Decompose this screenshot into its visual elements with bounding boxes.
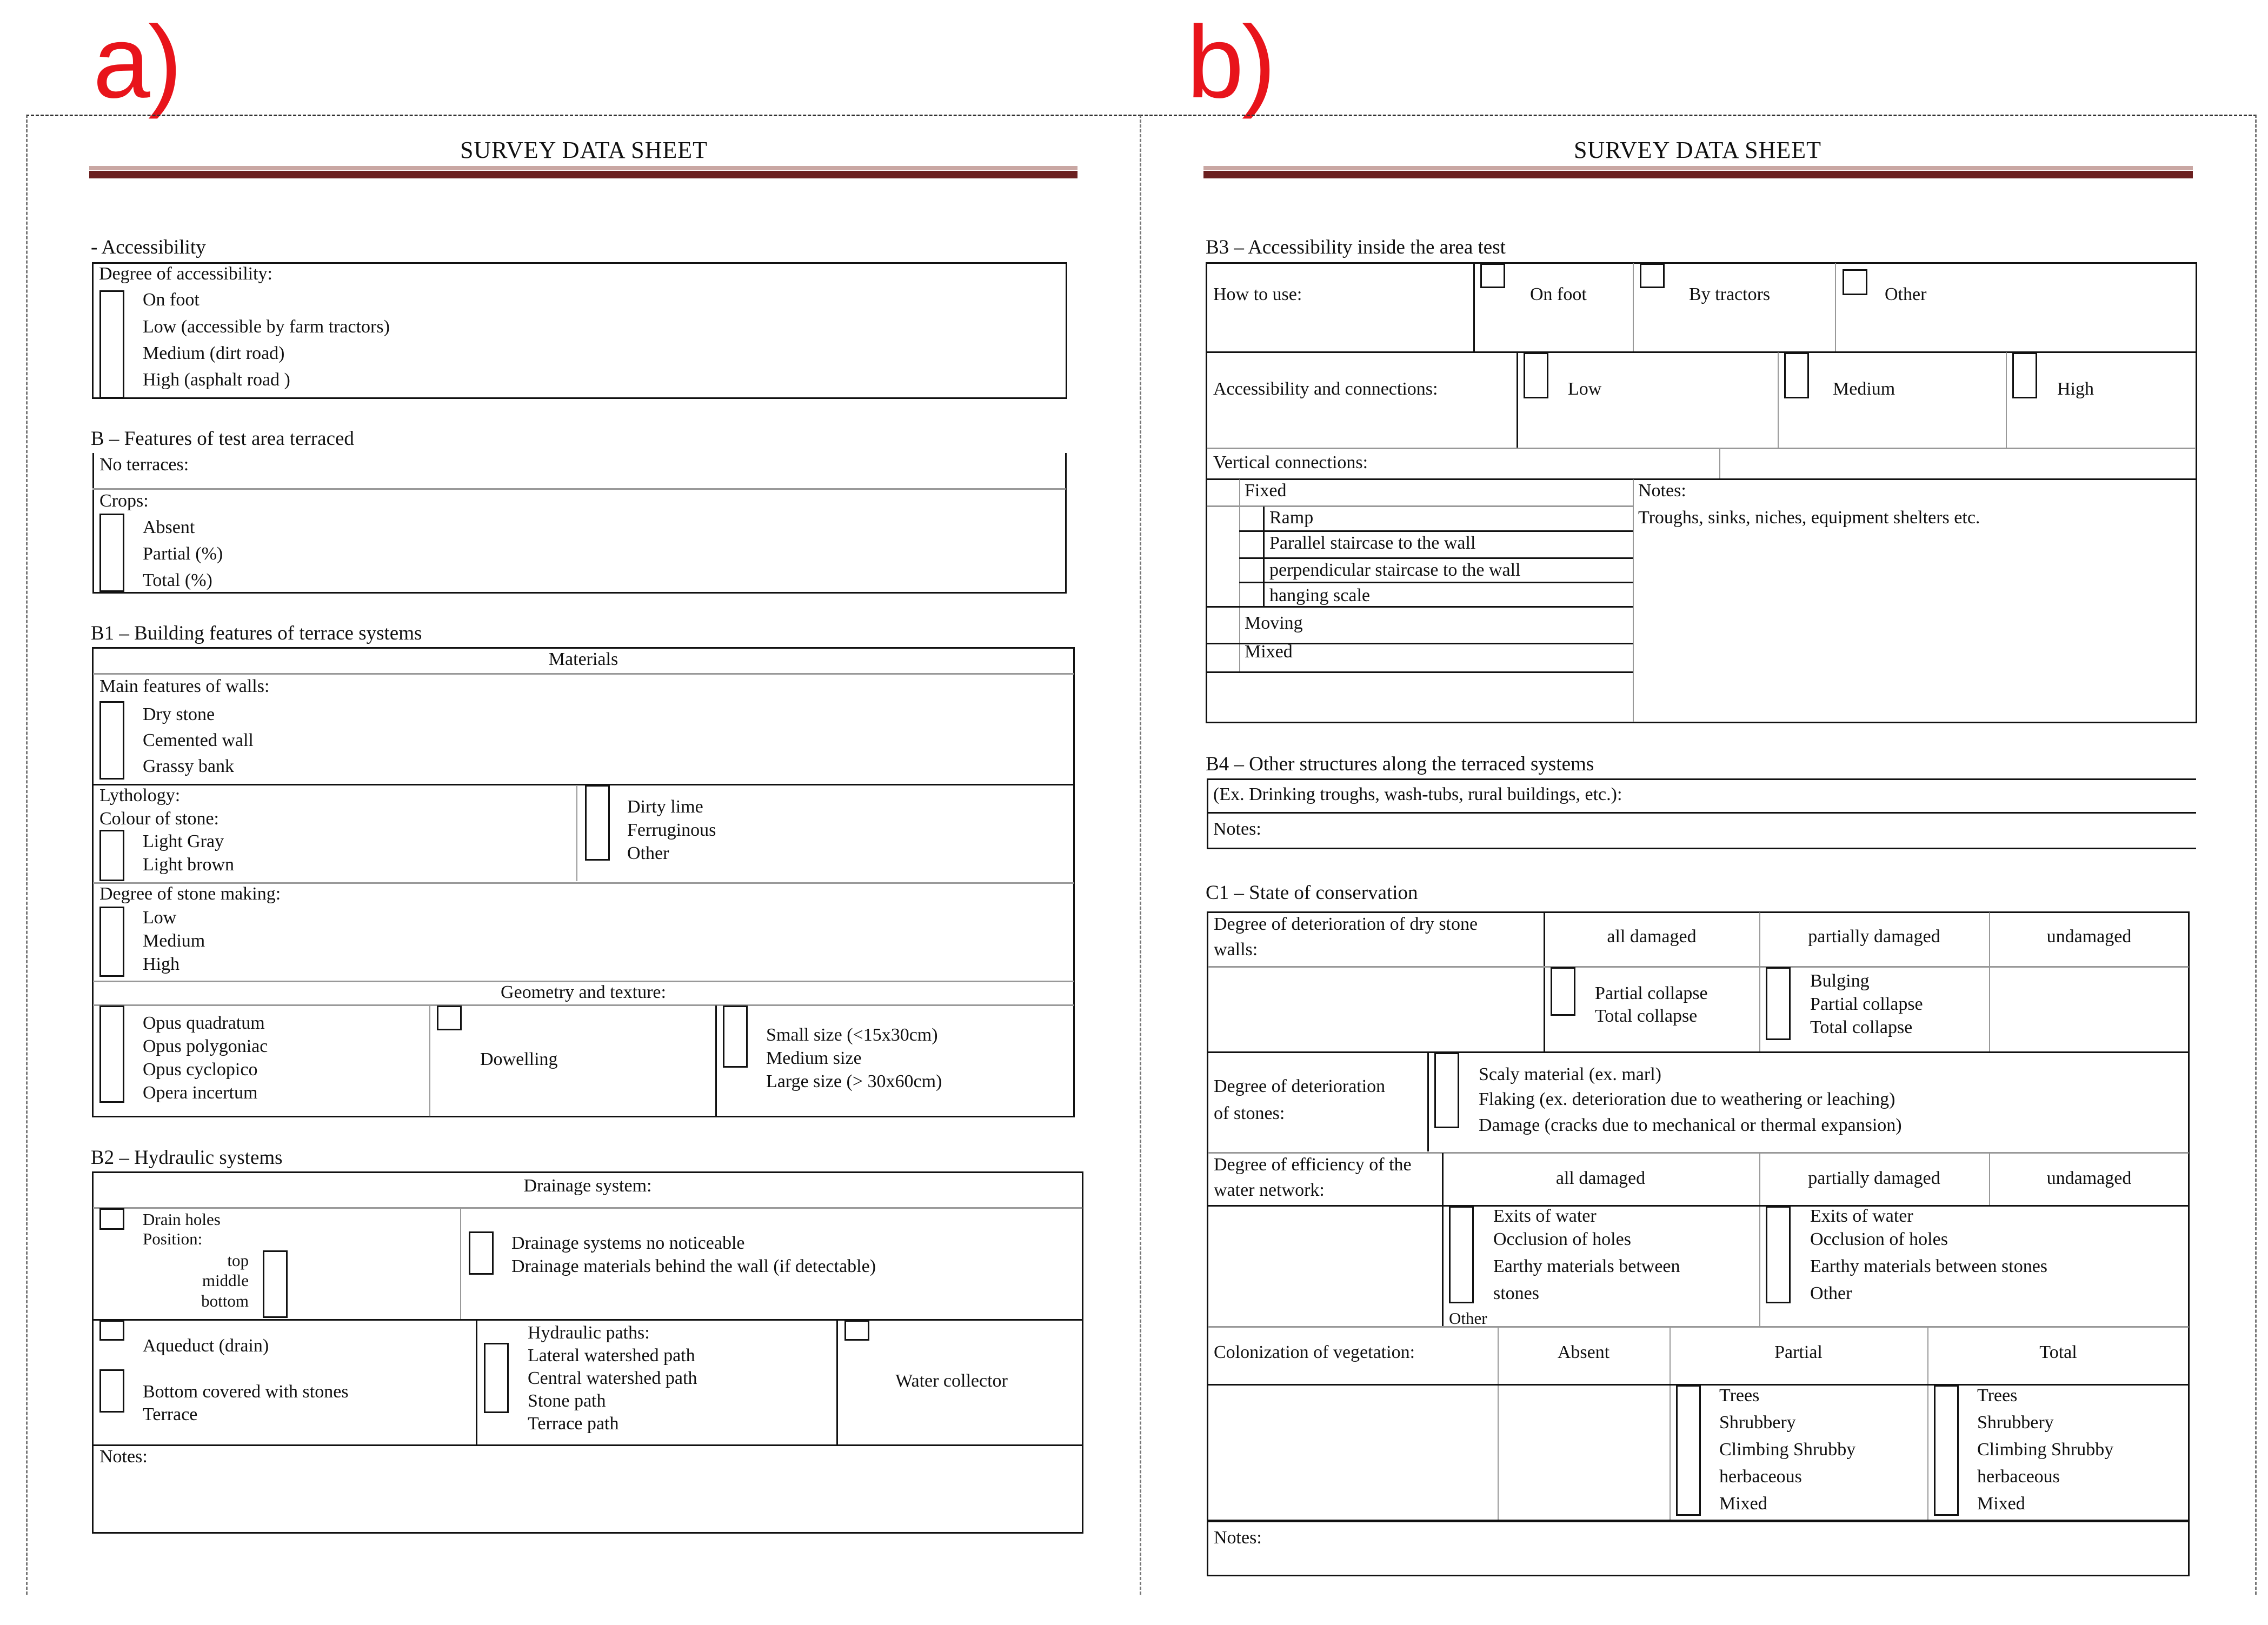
wall-dry-stone: Dry stone [143, 704, 215, 724]
c1-water-col-partially-damaged: partially damaged [1808, 1168, 1940, 1188]
veg-col-absent: Absent [1557, 1342, 1610, 1362]
c1-water-col-all-damaged: all damaged [1555, 1168, 1646, 1188]
opera-incertum: Opera incertum [143, 1083, 258, 1103]
water-all-exits: Exits of water [1493, 1206, 1597, 1226]
b2-notes-label[interactable]: Notes: [99, 1447, 148, 1467]
lythology-label: Lythology: [99, 785, 181, 805]
vc-mixed: Mixed [1245, 642, 1293, 662]
path-central: Central watershed path [528, 1368, 697, 1388]
sheet-b-title: SURVEY DATA SHEET [1573, 137, 1822, 163]
no-terraces-label: No terraces: [99, 455, 189, 475]
lyth-other: Other [627, 843, 669, 863]
c1-stones-label-1: Degree of deterioration [1214, 1076, 1386, 1096]
aqueduct-options-checkbox-column[interactable] [99, 1369, 124, 1413]
veg-partial-checkbox-column[interactable] [1676, 1385, 1701, 1516]
degree-accessibility-label: Degree of accessibility: [99, 264, 272, 284]
c1-stones-label-2: of stones: [1214, 1103, 1285, 1123]
crops-label: Crops: [99, 491, 149, 511]
drainage-materials-behind: Drainage materials behind the wall (if detectable) [511, 1256, 876, 1276]
acc-connections-label: Accessibility and connections: [1213, 379, 1438, 399]
water-partial-other: Other [1810, 1283, 1852, 1303]
position-bottom: bottom [201, 1291, 249, 1310]
b3-notes-text: Troughs, sinks, niches, equipment shelters etc. [1638, 508, 1980, 528]
water-partial-occlusion: Occlusion of holes [1810, 1229, 1948, 1249]
water-partial-exits: Exits of water [1810, 1206, 1913, 1226]
vertical-connections-label: Vertical connections: [1213, 452, 1368, 472]
sheet-a-title: SURVEY DATA SHEET [460, 137, 708, 163]
stones-scaly: Scaly material (ex. marl) [1479, 1064, 1661, 1084]
partial-damaged-bulging: Bulging [1810, 971, 1870, 991]
position-top: top [227, 1251, 249, 1270]
drain-holes-label: Drain holes [143, 1210, 221, 1229]
veg-partial-herbaceous: herbaceous [1719, 1467, 1802, 1487]
position-middle: middle [202, 1271, 249, 1290]
path-terrace: Terrace path [528, 1414, 619, 1434]
water-collector-checkbox[interactable] [844, 1320, 869, 1341]
veg-label: Colonization of vegetation: [1214, 1342, 1415, 1362]
accessibility-checkbox-column[interactable] [99, 290, 124, 398]
partial-damaged-checkbox-column[interactable] [1766, 967, 1791, 1040]
drainage-options-checkbox-column[interactable] [469, 1231, 494, 1275]
making-low: Low [143, 908, 177, 928]
title-rule-dark [89, 171, 1078, 178]
section-b1-heading: B1 – Building features of terrace systems [91, 622, 422, 644]
c1-notes-label[interactable]: Notes: [1214, 1528, 1262, 1548]
section-c1-heading: C1 – State of conservation [1206, 882, 1418, 904]
option-on-foot: On foot [143, 290, 199, 310]
water-partial-earthy: Earthy materials between stones [1810, 1256, 2048, 1276]
how-to-use-label: How to use: [1213, 284, 1302, 304]
colour-label: Colour of stone: [99, 809, 219, 829]
veg-partial-mixed: Mixed [1719, 1494, 1767, 1514]
crop-total: Total (%) [143, 570, 212, 590]
veg-total-shrubbery: Shrubbery [1977, 1413, 2054, 1433]
size-medium: Medium size [766, 1048, 862, 1068]
how-by-tractors-checkbox[interactable] [1640, 263, 1665, 288]
stone-making-label: Degree of stone making: [99, 884, 281, 904]
vc-perpendicular-staircase: perpendicular staircase to the wall [1269, 560, 1521, 580]
veg-total-mixed: Mixed [1977, 1494, 2025, 1514]
water-all-checkbox-column[interactable] [1449, 1206, 1474, 1303]
how-on-foot: On foot [1530, 284, 1587, 304]
partial-damaged-partial-collapse: Partial collapse [1810, 994, 1923, 1014]
opus-checkbox-column[interactable] [99, 1005, 124, 1103]
aqueduct-label: Aqueduct (drain) [143, 1336, 269, 1356]
water-collector-label: Water collector [895, 1371, 1008, 1391]
partial-damaged-total-collapse: Total collapse [1810, 1017, 1913, 1037]
option-medium: Medium (dirt road) [143, 343, 285, 363]
veg-partial-shrubbery: Shrubbery [1719, 1413, 1796, 1433]
vc-fixed: Fixed [1245, 481, 1287, 501]
all-damaged-total-collapse: Total collapse [1595, 1006, 1698, 1026]
water-partial-checkbox-column[interactable] [1766, 1206, 1791, 1303]
how-on-foot-checkbox[interactable] [1480, 263, 1505, 288]
size-small: Small size (<15x30cm) [766, 1025, 938, 1045]
paths-checkbox-column[interactable] [484, 1343, 509, 1413]
how-other-checkbox[interactable] [1843, 269, 1867, 295]
c1-water-label-1: Degree of efficiency of the [1214, 1155, 1412, 1175]
c1-water-label-2: water network: [1214, 1180, 1325, 1200]
section-b3-heading: B3 – Accessibility inside the area test [1206, 236, 1506, 258]
acc-low: Low [1568, 379, 1602, 399]
colour-light-gray: Light Gray [143, 831, 224, 851]
c1-col-undamaged: undamaged [2046, 927, 2132, 947]
veg-col-partial: Partial [1774, 1342, 1823, 1362]
water-all-other: Other [1449, 1309, 1487, 1328]
acc-high: High [2057, 379, 2094, 399]
acc-low-checkbox[interactable] [1524, 352, 1548, 398]
option-low: Low (accessible by farm tractors) [143, 317, 390, 337]
veg-total-checkbox-column[interactable] [1934, 1385, 1959, 1516]
walls-checkbox-column[interactable] [99, 701, 124, 780]
path-stone: Stone path [528, 1391, 606, 1411]
panel-label-a: a) [93, 5, 180, 119]
lyth-ferruginous: Ferruginous [627, 820, 716, 840]
option-high: High (asphalt road ) [143, 370, 290, 390]
veg-total-trees: Trees [1977, 1386, 2018, 1406]
making-high: High [143, 954, 179, 974]
aqueduct-checkbox[interactable] [99, 1320, 124, 1341]
materials-header: Materials [548, 649, 618, 669]
acc-high-checkbox[interactable] [2012, 352, 2037, 398]
c1-walls-label-1: Degree of deterioration of dry stone [1214, 914, 1478, 934]
size-large: Large size (> 30x60cm) [766, 1071, 942, 1091]
section-b-heading: B – Features of test area terraced [91, 428, 354, 450]
c1-water-col-undamaged: undamaged [2046, 1168, 2132, 1188]
title-rule-dark [1203, 171, 2193, 178]
making-checkbox-column[interactable] [99, 907, 124, 977]
section-accessibility-heading: - Accessibility [91, 236, 206, 258]
hydraulic-paths-label: Hydraulic paths: [528, 1323, 650, 1343]
veg-partial-trees: Trees [1719, 1386, 1760, 1406]
acc-medium-checkbox[interactable] [1784, 352, 1809, 398]
position-label: Position: [143, 1229, 203, 1248]
veg-total-herbaceous: herbaceous [1977, 1467, 2060, 1487]
colour-checkbox-column[interactable] [99, 830, 124, 881]
vc-moving: Moving [1245, 613, 1303, 633]
size-checkbox-column[interactable] [723, 1005, 748, 1068]
vc-parallel-staircase: Parallel staircase to the wall [1269, 533, 1476, 553]
making-medium: Medium [143, 931, 205, 951]
path-lateral: Lateral watershed path [528, 1346, 695, 1366]
wall-cemented: Cemented wall [143, 730, 254, 750]
all-damaged-partial-collapse: Partial collapse [1595, 983, 1708, 1003]
c1-col-all-damaged: all damaged [1607, 927, 1697, 947]
wall-grassy-bank: Grassy bank [143, 756, 235, 776]
lythology-checkbox-column[interactable] [585, 785, 610, 861]
b4-example: (Ex. Drinking troughs, wash-tubs, rural buildings, etc.): [1213, 784, 1622, 804]
veg-col-total: Total [2039, 1342, 2077, 1362]
how-by-tractors: By tractors [1689, 284, 1771, 304]
aqueduct-terrace: Terrace [143, 1404, 198, 1424]
opus-quadratum: Opus quadratum [143, 1013, 265, 1033]
title-rule-light [1203, 166, 2193, 170]
vc-ramp: Ramp [1269, 508, 1314, 528]
section-b4-heading: B4 – Other structures along the terraced systems [1206, 753, 1594, 775]
all-damaged-checkbox-column[interactable] [1551, 967, 1575, 1016]
c1-col-partially-damaged: partially damaged [1808, 927, 1940, 947]
drainage-header: Drainage system: [523, 1176, 652, 1196]
geometry-header: Geometry and texture: [501, 982, 666, 1002]
lyth-dirty-lime: Dirty lime [627, 797, 703, 817]
veg-total-climbing: Climbing Shrubby [1977, 1440, 2114, 1460]
panel-label-b: b) [1187, 5, 1274, 119]
aqueduct-bottom-covered: Bottom covered with stones [143, 1382, 349, 1402]
dowelling-checkbox[interactable] [437, 1005, 462, 1030]
stones-checkbox-column[interactable] [1434, 1053, 1459, 1128]
water-all-earthy: Earthy materials between [1493, 1256, 1680, 1276]
b3-table [1206, 262, 2197, 723]
c1-walls-label-2: walls: [1214, 940, 1258, 960]
opus-cyclopico: Opus cyclopico [143, 1060, 258, 1080]
veg-partial-climbing: Climbing Shrubby [1719, 1440, 1856, 1460]
vc-hanging-scale: hanging scale [1269, 585, 1370, 605]
crops-checkbox-column[interactable] [99, 514, 124, 592]
walls-label: Main features of walls: [99, 676, 270, 696]
how-other: Other [1885, 284, 1927, 304]
title-rule-light [89, 166, 1078, 170]
opus-polygoniac: Opus polygoniac [143, 1036, 268, 1056]
drainage-no-noticeable: Drainage systems no noticeable [511, 1233, 745, 1253]
b4-notes-label[interactable]: Notes: [1213, 819, 1261, 839]
stones-flaking: Flaking (ex. deterioration due to weathering or leaching) [1479, 1089, 1895, 1109]
b3-notes-label[interactable]: Notes: [1638, 481, 1686, 501]
position-checkbox-column[interactable] [263, 1250, 288, 1318]
crop-partial: Partial (%) [143, 544, 223, 564]
drain-holes-checkbox[interactable] [99, 1208, 124, 1230]
water-all-stones: stones [1493, 1283, 1539, 1303]
dowelling-label: Dowelling [480, 1049, 558, 1069]
crop-absent: Absent [143, 517, 195, 537]
colour-light-brown: Light brown [143, 855, 235, 875]
water-all-occlusion: Occlusion of holes [1493, 1229, 1631, 1249]
stones-damage: Damage (cracks due to mechanical or thermal expansion) [1479, 1115, 1902, 1135]
section-b2-heading: B2 – Hydraulic systems [91, 1147, 283, 1169]
acc-medium: Medium [1833, 379, 1895, 399]
